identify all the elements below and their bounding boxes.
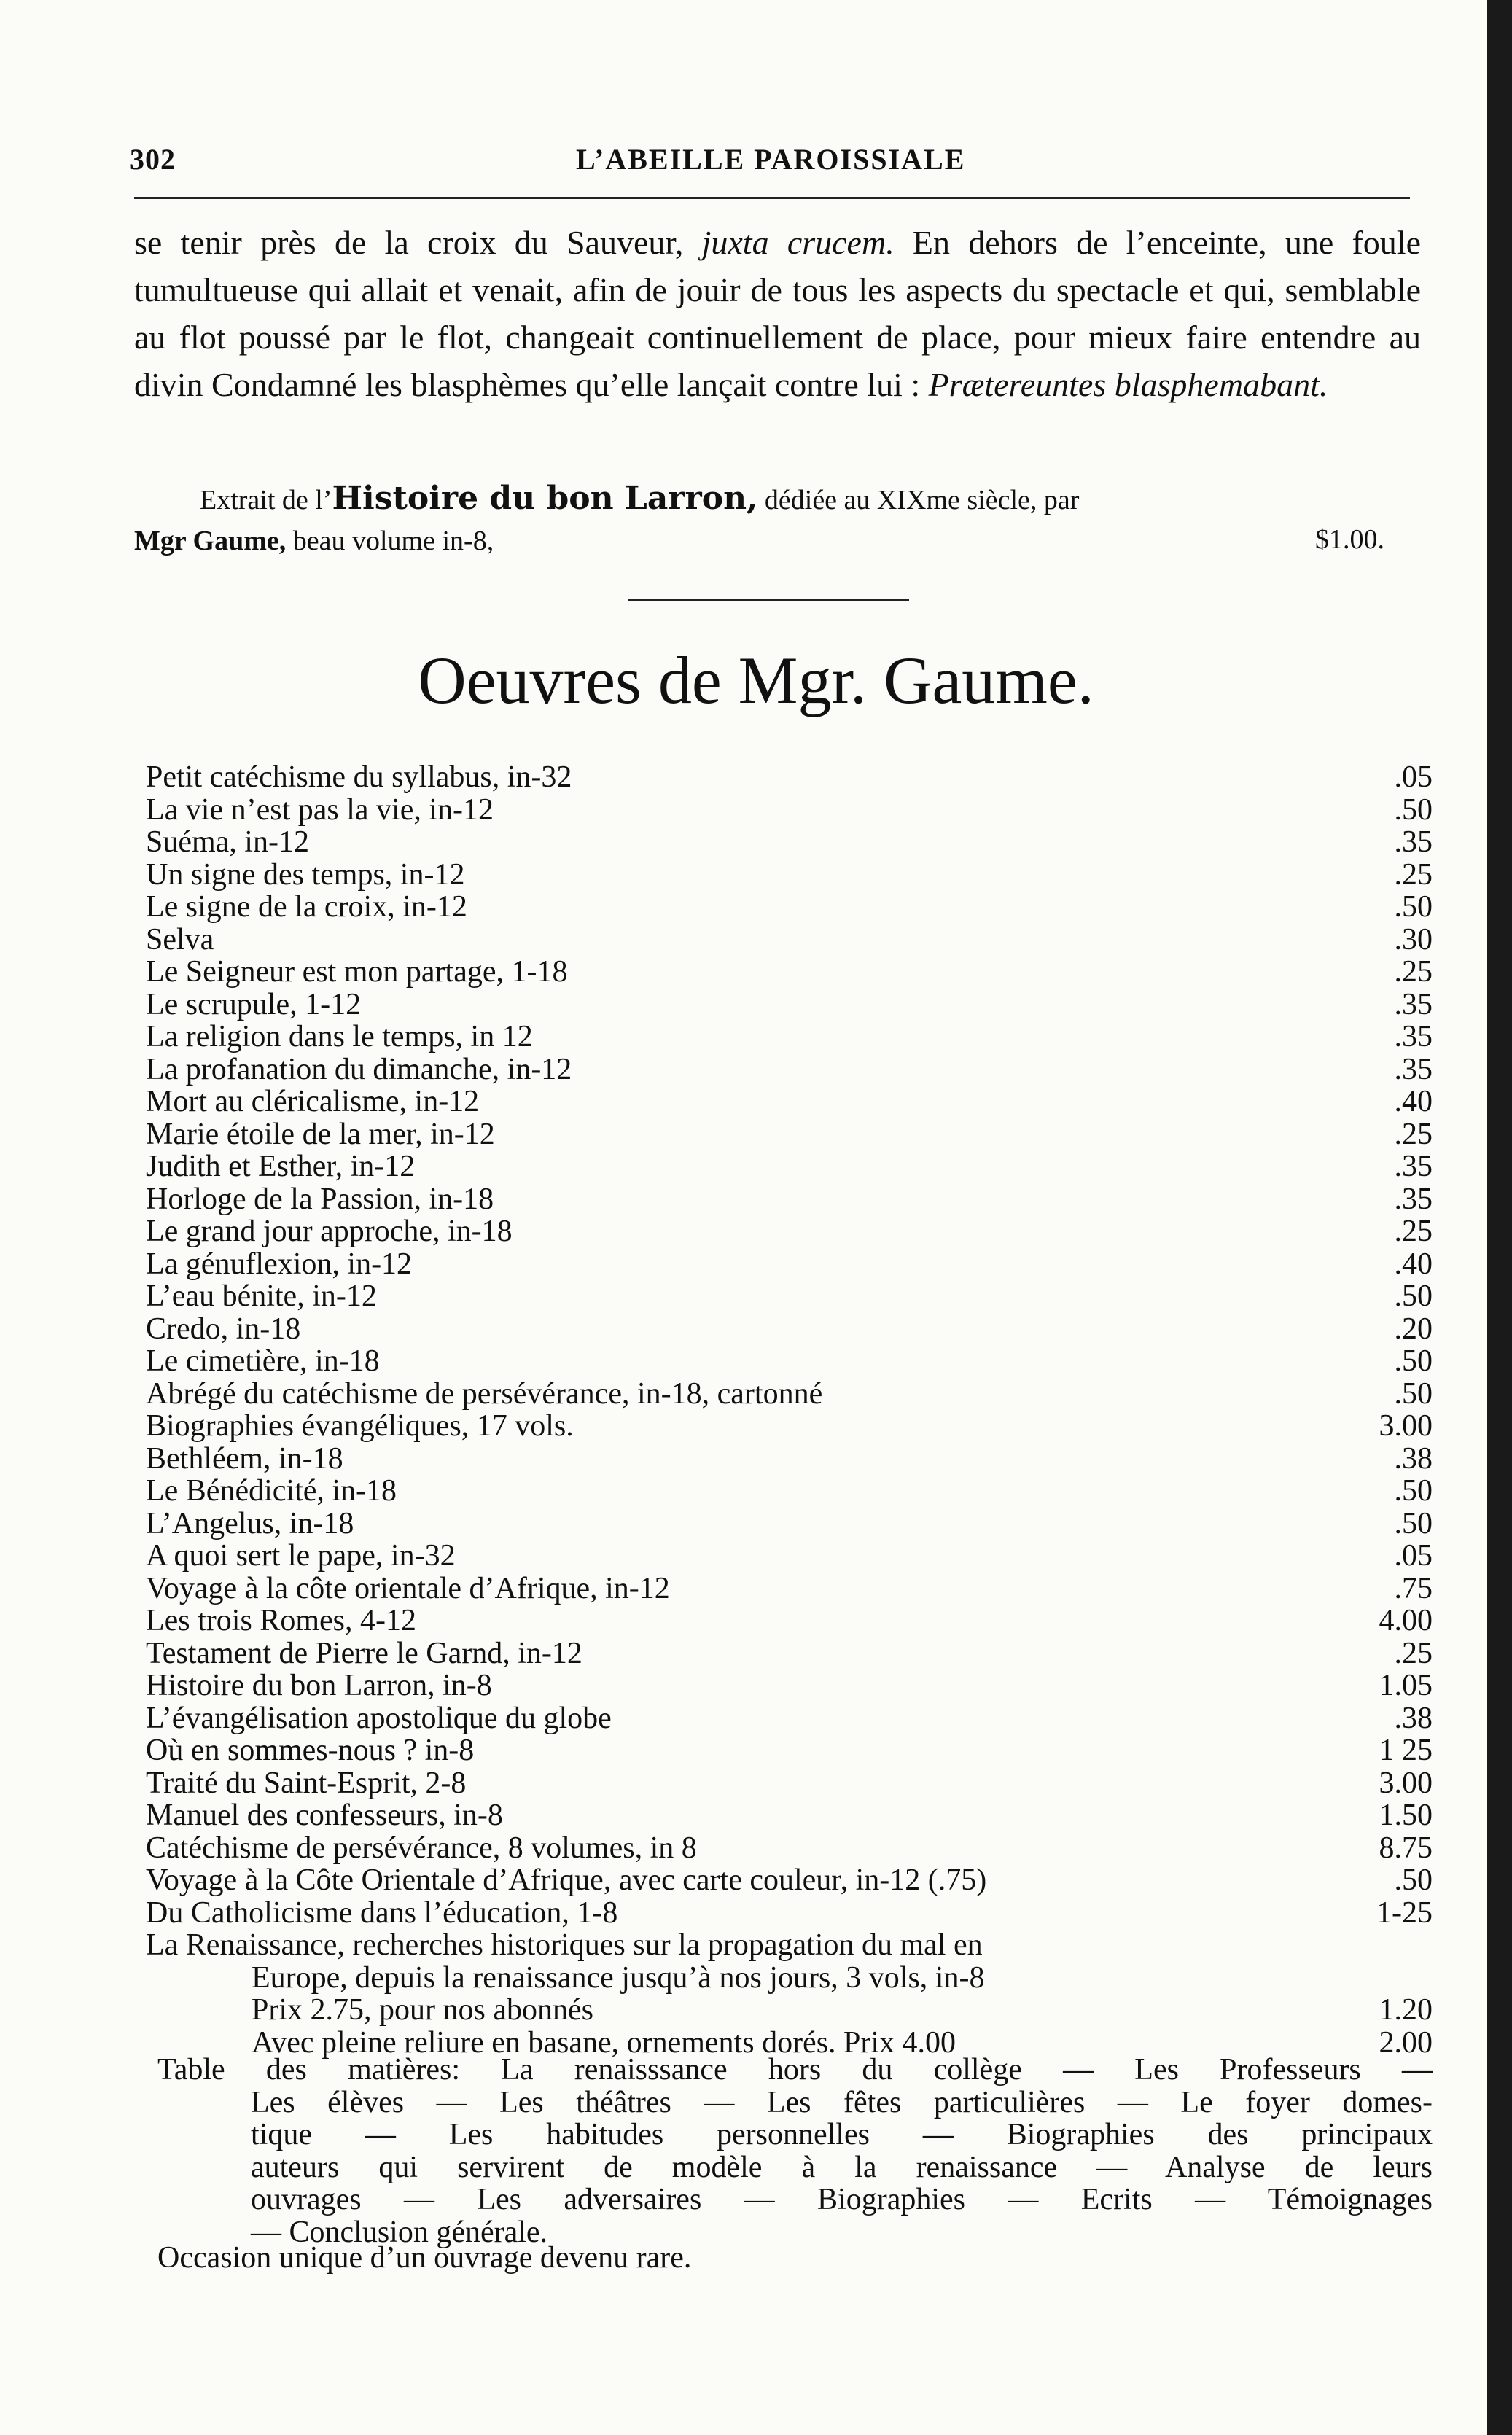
catalog-item — [146, 1670, 1433, 1702]
catalog-item-price: .50 — [1394, 1344, 1433, 1378]
catalog-item-title: L’évangélisation apostolique du globe — [146, 1701, 612, 1735]
catalog-item-price: .38 — [1394, 1441, 1433, 1476]
credit-prefix: Extrait de l’ — [200, 485, 332, 515]
narrative-paragraph — [134, 219, 1421, 408]
catalog-item — [146, 1345, 1433, 1378]
catalog-item-price: .50 — [1394, 1863, 1433, 1897]
catalog-item-price: 1.50 — [1379, 1799, 1433, 1832]
catalog-item-title: Où en sommes-nous ? in-8 — [146, 1734, 475, 1767]
catalog-item-price: .25 — [1394, 1636, 1433, 1670]
catalog-item-price: .35 — [1394, 825, 1433, 859]
catalog-item-price: .38 — [1394, 1701, 1433, 1735]
catalog-item-title: Selva — [146, 922, 214, 957]
catalog-list — [146, 761, 1433, 2059]
catalog-item-title: Judith et Esther, in-12 — [146, 1150, 416, 1183]
catalog-item — [146, 989, 1433, 1021]
catalog-item — [146, 794, 1433, 827]
tdm-line: auteurs qui servirent de modèle à la renaissance — Analyse de leurs — [251, 2150, 1433, 2184]
catalog-item — [146, 1573, 1433, 1605]
latin-phrase: juxta crucem. — [701, 224, 895, 261]
catalog-item — [146, 1832, 1433, 1865]
running-title: L’ABEILLE PAROISSIALE — [576, 143, 966, 176]
catalog-item-price: 1-25 — [1376, 1896, 1433, 1930]
catalog-item — [146, 826, 1433, 859]
catalog-item — [146, 1508, 1433, 1540]
catalog-item — [146, 1475, 1433, 1508]
catalog-item — [146, 1410, 1433, 1443]
catalog-item-price: .05 — [1394, 760, 1433, 794]
catalog-item-title: Voyage à la côte orientale d’Afrique, in-12 — [146, 1571, 670, 1605]
catalog-item-title: L’Angelus, in-18 — [146, 1506, 354, 1540]
catalog-item-price: 2.00 — [1379, 2025, 1433, 2060]
catalog-item-title: La Renaissance, recherches historiques sur la propagation du mal en — [146, 1928, 983, 1962]
catalog-item-title: Bethléem, in-18 — [146, 1441, 343, 1476]
catalog-item-price: .35 — [1394, 1052, 1433, 1086]
catalog-item-title: Avec pleine reliure en basane, ornements dorés. Prix 4.00 — [252, 2025, 956, 2060]
catalog-item-title: Testament de Pierre le Garnd, in-12 — [146, 1636, 582, 1670]
catalog-item — [146, 1637, 1433, 1670]
catalog-item-price: .30 — [1394, 922, 1433, 957]
catalog-item-title: Horloge de la Passion, in-18 — [146, 1182, 494, 1216]
page-binding-edge — [1487, 0, 1512, 2435]
catalog-item — [146, 1118, 1433, 1151]
book-credit — [134, 478, 1421, 561]
header-rule — [134, 197, 1410, 199]
catalog-item-title: Un signe des temps, in-12 — [146, 857, 465, 892]
catalog-item — [146, 1864, 1433, 1897]
catalog-item-title: Les trois Romes, 4-12 — [146, 1604, 416, 1637]
tdm-line: Table des matières: La renaisssance hors du collège — Les Professeurs — — [157, 2053, 1433, 2087]
para-text-1: se tenir près de la croix du Sauveur, — [134, 224, 702, 261]
catalog-item — [146, 1734, 1433, 1767]
catalog-item — [146, 1994, 1433, 2027]
closing-note: Occasion unique d’un ouvrage devenu rare. — [157, 2241, 692, 2275]
catalog-item — [146, 1280, 1433, 1313]
catalog-item — [146, 1443, 1433, 1476]
catalog-item-price: .35 — [1394, 987, 1433, 1021]
catalog-item — [146, 1053, 1433, 1086]
catalog-item — [146, 1150, 1433, 1183]
catalog-item — [146, 1183, 1433, 1216]
table-des-matieres — [157, 2054, 1433, 2248]
catalog-item-price: 1.20 — [1379, 1993, 1433, 2027]
section-divider — [628, 599, 909, 601]
catalog-item-price: 3.00 — [1379, 1409, 1433, 1443]
catalog-item-price: 4.00 — [1379, 1604, 1433, 1637]
catalog-item-title: Prix 2.75, pour nos abonnés — [252, 1993, 593, 2027]
catalog-item-title: La profanation du dimanche, in-12 — [146, 1052, 572, 1086]
catalog-item-price: .35 — [1394, 1182, 1433, 1216]
catalog-item-price: .40 — [1394, 1247, 1433, 1281]
catalog-item-title: Le scrupule, 1-12 — [146, 987, 362, 1021]
catalog-item-price: .20 — [1394, 1312, 1433, 1346]
catalog-item — [146, 1702, 1433, 1735]
catalog-item-title: Europe, depuis la renaissance jusqu’à nos jours, 3 vols, in-8 — [252, 1960, 985, 1995]
catalog-item — [146, 1378, 1433, 1411]
catalog-item-title: La vie n’est pas la vie, in-12 — [146, 792, 494, 827]
catalog-item-price: .50 — [1394, 1474, 1433, 1508]
catalog-item-price: .05 — [1394, 1539, 1433, 1573]
catalog-item — [146, 1215, 1433, 1248]
catalog-item-price: .25 — [1394, 955, 1433, 989]
catalog-item-price: .25 — [1394, 1117, 1433, 1151]
catalog-item-title: Suéma, in-12 — [146, 825, 309, 859]
catalog-item-title: La génuflexion, in-12 — [146, 1247, 413, 1281]
catalog-item — [146, 1540, 1433, 1573]
catalog-item — [146, 891, 1433, 924]
catalog-item-title: Abrégé du catéchisme de persévérance, in-18, cartonné — [146, 1376, 823, 1411]
tdm-line: ouvrages — Les adversaires — Biographies — Ecrits — Témoignages — [251, 2183, 1433, 2216]
catalog-item-title: Mort au cléricalisme, in-12 — [146, 1085, 480, 1118]
catalog-item-title: Voyage à la Côte Orientale d’Afrique, avec carte couleur, in-12 (.75) — [146, 1863, 987, 1897]
catalog-item-price: .75 — [1394, 1571, 1433, 1605]
catalog-item — [146, 1248, 1433, 1281]
catalog-item-title: Manuel des confesseurs, in-8 — [146, 1799, 503, 1832]
catalog-item-title: Le Seigneur est mon partage, 1-18 — [146, 955, 568, 989]
running-header — [130, 142, 1416, 186]
catalog-item-price: .40 — [1394, 1085, 1433, 1118]
catalog-item — [146, 924, 1433, 957]
tdm-line: — Conclusion générale. — [251, 2215, 548, 2249]
credit-author: Mgr Gaume, — [134, 526, 287, 556]
catalog-item-price: 8.75 — [1379, 1831, 1433, 1865]
latin-quote: Prætereuntes blasphemabant. — [928, 366, 1328, 403]
catalog-item — [146, 1962, 1433, 1995]
catalog-item-title: L’eau bénite, in-12 — [146, 1279, 377, 1313]
catalog-item-price: 1.05 — [1379, 1669, 1433, 1702]
catalog-item-title: Petit catéchisme du syllabus, in-32 — [146, 760, 572, 794]
tdm-line: Les élèves — Les théâtres — Les fêtes particulières — Le foyer domes- — [251, 2085, 1433, 2119]
catalog-item-title: Histoire du bon Larron, in-8 — [146, 1669, 492, 1702]
credit-price: $1.00. — [1315, 524, 1384, 555]
credit-suffix: dédiée au XIXme siècle, par — [757, 485, 1080, 515]
para-text-2: En dehors de l’enceinte, une foule tumultueuse qui allait et venait, afin de jouir de tous les aspects du spectacle et qui, semblable au flot poussé par le flot, changeait continuellement de place, pour mieux faire entendre au divin Condamné les blasphèmes qu’elle lançait contre lui : — [134, 224, 1421, 403]
catalog-item — [146, 761, 1433, 794]
catalog-item — [146, 956, 1433, 989]
catalog-item — [146, 1605, 1433, 1637]
catalog-item-title: Traité du Saint-Esprit, 2-8 — [146, 1766, 467, 1800]
catalog-item-price: .35 — [1394, 1020, 1433, 1053]
catalog-item-title: Le grand jour approche, in-18 — [146, 1215, 513, 1248]
catalog-item-price: .35 — [1394, 1150, 1433, 1183]
catalog-item-title: Credo, in-18 — [146, 1312, 301, 1346]
catalog-item — [146, 1767, 1433, 1800]
catalog-item — [146, 1086, 1433, 1118]
catalog-item-price: .50 — [1394, 890, 1433, 924]
credit-book-title: Histoire du bon Larron, — [332, 480, 758, 517]
catalog-item — [146, 859, 1433, 892]
page-number: 302 — [130, 143, 176, 176]
catalog-item-title: A quoi sert le pape, in-32 — [146, 1539, 456, 1573]
catalog-item — [146, 1897, 1433, 1930]
catalog-item — [146, 1021, 1433, 1053]
catalog-item-price: 1 25 — [1379, 1734, 1433, 1767]
catalog-item-title: Le Bénédicité, in-18 — [146, 1474, 397, 1508]
catalog-item — [146, 1799, 1433, 1832]
section-title: Oeuvres de Mgr. Gaume. — [418, 643, 1094, 717]
catalog-item-price: .50 — [1394, 1376, 1433, 1411]
catalog-item-title: Marie étoile de la mer, in-12 — [146, 1117, 495, 1151]
catalog-item-price: .25 — [1394, 857, 1433, 892]
catalog-item-price: 3.00 — [1379, 1766, 1433, 1800]
catalog-item-price: .50 — [1394, 1506, 1433, 1540]
credit-format: beau volume in-8, — [286, 526, 494, 556]
catalog-item-price: .50 — [1394, 1279, 1433, 1313]
catalog-item-title: La religion dans le temps, in 12 — [146, 1020, 533, 1053]
catalog-item-price: .50 — [1394, 792, 1433, 827]
catalog-item-title: Catéchisme de persévérance, 8 volumes, in 8 — [146, 1831, 697, 1865]
catalog-item-title: Biographies évangéliques, 17 vols. — [146, 1409, 574, 1443]
catalog-item-title: Le cimetière, in-18 — [146, 1344, 380, 1378]
catalog-item-title: Du Catholicisme dans l’éducation, 1-8 — [146, 1896, 618, 1930]
catalog-item-title: Le signe de la croix, in-12 — [146, 890, 467, 924]
catalog-item — [146, 1313, 1433, 1346]
catalog-item — [146, 1929, 1433, 1962]
catalog-item-price: .25 — [1394, 1215, 1433, 1248]
tdm-line: tique — Les habitudes personnelles — Biographies des principaux — [251, 2118, 1433, 2151]
